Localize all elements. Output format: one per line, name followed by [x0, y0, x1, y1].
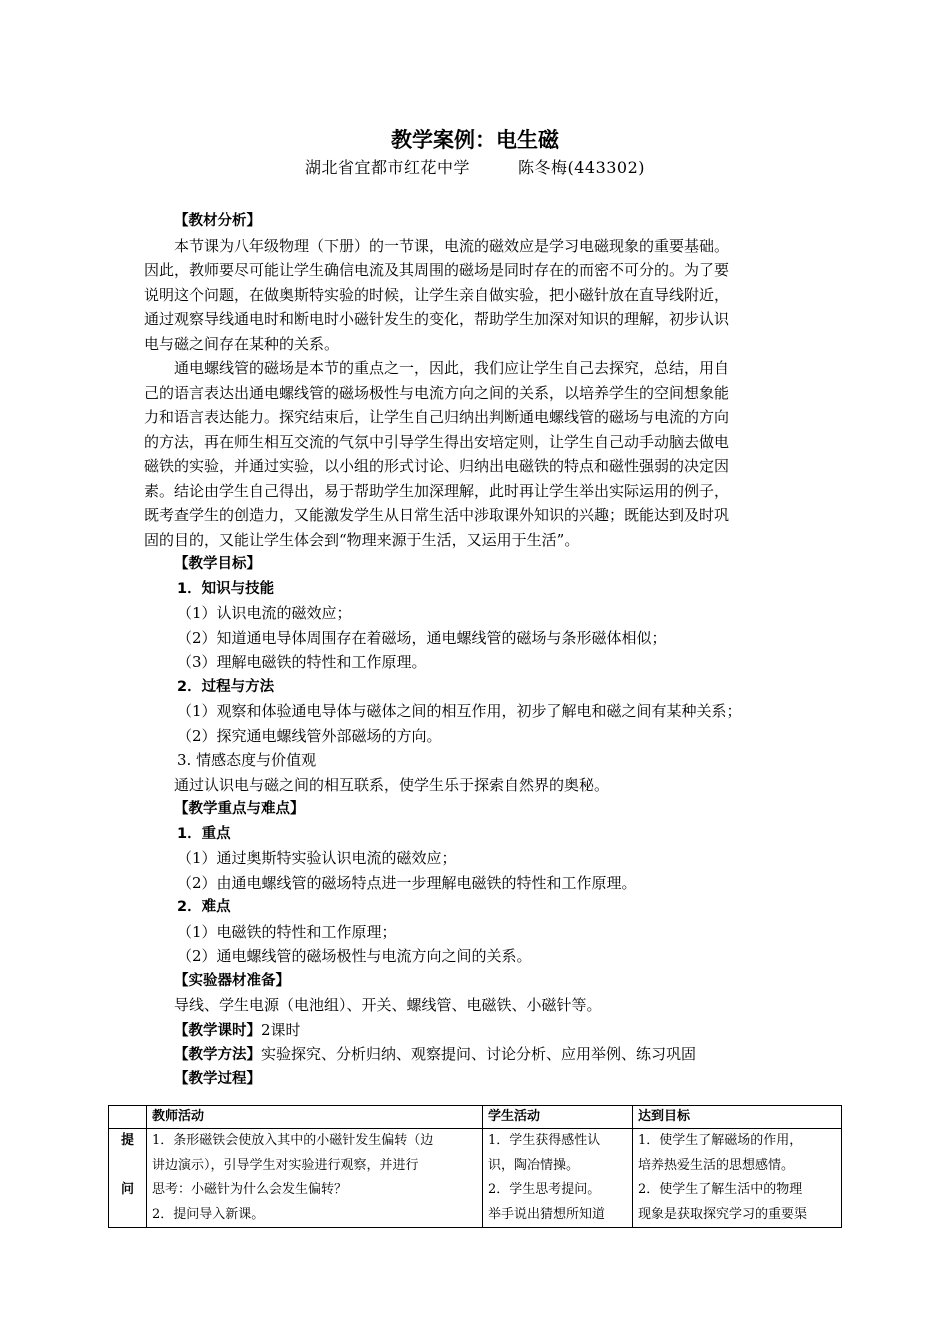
author-name: 陈冬梅(443302) [517, 158, 646, 177]
cell-line: 举手说出猜想所知道 [488, 1206, 606, 1222]
cell-line: 思考：小磁针为什么会发生偏转？ [152, 1182, 348, 1197]
section-heading-analysis: 【教材分析】 [174, 213, 261, 229]
list-item: （2）通电螺线管的磁场极性与电流方向之间的关系。 [177, 947, 532, 965]
student-activity-cell [483, 1129, 633, 1228]
class-hours-line [144, 1018, 814, 1043]
teacher-activity-cell [147, 1129, 483, 1228]
cell-line: 识，陶冶情操。 [488, 1157, 580, 1173]
subheading: 1．知识与技能 [177, 580, 275, 597]
author-line [0, 155, 950, 178]
methods-value: 实验探究、分析归纳、观察提问、讨论分析、应用举例、练习巩固 [261, 1045, 697, 1063]
stage-cell [109, 1129, 147, 1228]
list-item: （3）理解电磁铁的特性和工作原理。 [177, 653, 427, 671]
paragraph-line: 的方法，再在师生相互交流的气氛中引导学生得出安培定则，让学生自己动手动脑去做电 [144, 432, 730, 451]
subheading: 1．重点 [177, 825, 231, 842]
document-body [144, 209, 814, 1091]
section-heading-methods: 【教学方法】 [174, 1047, 261, 1063]
author-school: 湖北省宜都市红花中学 [304, 158, 470, 177]
methods-line [144, 1042, 814, 1067]
section-heading-equipment: 【实验器材准备】 [174, 972, 290, 989]
goal-cell [633, 1129, 842, 1228]
paragraph-line: 本节课为八年级物理（下册）的一节课，电流的磁效应是学习电磁现象的重要基础。 [174, 236, 730, 255]
list-item: （2）由通电螺线管的磁场特点进一步理解电磁铁的特性和工作原理。 [177, 873, 637, 892]
cell-line: 2．提问导入新课。 [152, 1206, 265, 1222]
paragraph-line: 说明这个问题，在做奥斯特实验的时候，让学生亲自做实验，把小磁针放在直导线附近， [144, 285, 730, 304]
cell-line: 现象是获取探究学习的重要渠 [638, 1206, 808, 1222]
cell-line: 培养热爱生活的思想感情。 [638, 1157, 795, 1173]
teaching-process-table [108, 1105, 842, 1228]
paragraph-line: 电与磁之间存在某种的关系。 [144, 334, 340, 353]
list-item: （1）观察和体验通电导体与磁体之间的相互作用，初步了解电和磁之间有某种关系； [177, 702, 742, 720]
class-hours-value: 2课时 [261, 1020, 301, 1039]
list-item: （2）知道通电导体周围存在着磁场，通电螺线管的磁场与条形磁体相似； [177, 628, 667, 647]
stage-char: 提 [120, 1133, 134, 1148]
paragraph-line: 因此，教师要尽可能让学生确信电流及其周围的磁场是同时存在的而密不可分的。为了要 [144, 261, 730, 279]
table-header-cell [109, 1106, 147, 1129]
stage-char: 问 [120, 1182, 134, 1197]
section-heading-goals: 【教学目标】 [174, 556, 261, 572]
document-title: 教学案例：电生磁 [391, 128, 559, 152]
subheading: 2．难点 [177, 899, 231, 915]
paragraph-line: 己的语言表达出通电螺线管的磁场极性与电流方向之间的关系，以培养学生的空间想象能 [144, 383, 730, 402]
subheading: 2．过程与方法 [177, 678, 275, 695]
table-row [109, 1129, 842, 1228]
subheading: 3. 情感态度与价值观 [177, 751, 317, 769]
list-item: （1）电磁铁的特性和工作原理； [177, 922, 397, 941]
table-header-cell: 学生活动 [483, 1106, 633, 1129]
paragraph-line: 素。结论由学生自己得出，易于帮助学生加深理解，此时再让学生举出实际运用的例子， [144, 481, 730, 500]
paragraph-line: 既考查学生的创造力，又能激发学生从日常生活中涉取课外知识的兴趣；既能达到及时巩 [144, 506, 730, 524]
table-header-cell: 达到目标 [633, 1106, 842, 1129]
section-heading-process: 【教学过程】 [174, 1070, 261, 1087]
paragraph-line: 通电螺线管的磁场是本节的重点之一，因此，我们应让学生自己去探究，总结，用自 [174, 359, 730, 377]
cell-line: 1．使学生了解磁场的作用， [638, 1133, 803, 1148]
paragraph-line: 通过观察导线通电时和断电时小磁针发生的变化，帮助学生加深对知识的理解，初步认识 [144, 310, 730, 328]
paragraph-line: 通过认识电与磁之间的相互联系，使学生乐于探索自然界的奥秘。 [174, 775, 610, 794]
section-heading-keypoints: 【教学重点与难点】 [174, 801, 305, 817]
paragraph-line: 固的目的，又能让学生体会到“物理来源于生活，又运用于生活”。 [144, 530, 580, 549]
table-header-row [109, 1106, 842, 1129]
list-item: （2）探究通电螺线管外部磁场的方向。 [177, 726, 442, 745]
paragraph-line: 力和语言表达能力。探究结束后，让学生自己归纳出判断通电螺线管的磁场与电流的方向 [144, 408, 730, 426]
cell-line: 1．学生获得感性认 [488, 1133, 601, 1148]
section-heading-hours: 【教学课时】 [174, 1022, 261, 1039]
cell-line: 2．使学生了解生活中的物理 [638, 1182, 803, 1197]
list-item: （1）通过奥斯特实验认识电流的磁效应； [177, 849, 457, 867]
cell-line: 2．学生思考提问。 [488, 1182, 601, 1197]
paragraph-line: 导线、学生电源（电池组）、开关、螺线管、电磁铁、小磁针等。 [174, 996, 602, 1014]
cell-line: 讲边演示），引导学生对实验进行观察，并进行 [152, 1157, 419, 1173]
table-header-cell: 教师活动 [147, 1106, 483, 1129]
paragraph-line: 磁铁的实验，并通过实验，以小组的形式讨论、归纳出电磁铁的特点和磁性强弱的决定因 [144, 457, 730, 475]
list-item: （1）认识电流的磁效应； [177, 604, 352, 622]
cell-line: 1．条形磁铁会使放入其中的小磁针发生偏转（边 [152, 1133, 434, 1148]
